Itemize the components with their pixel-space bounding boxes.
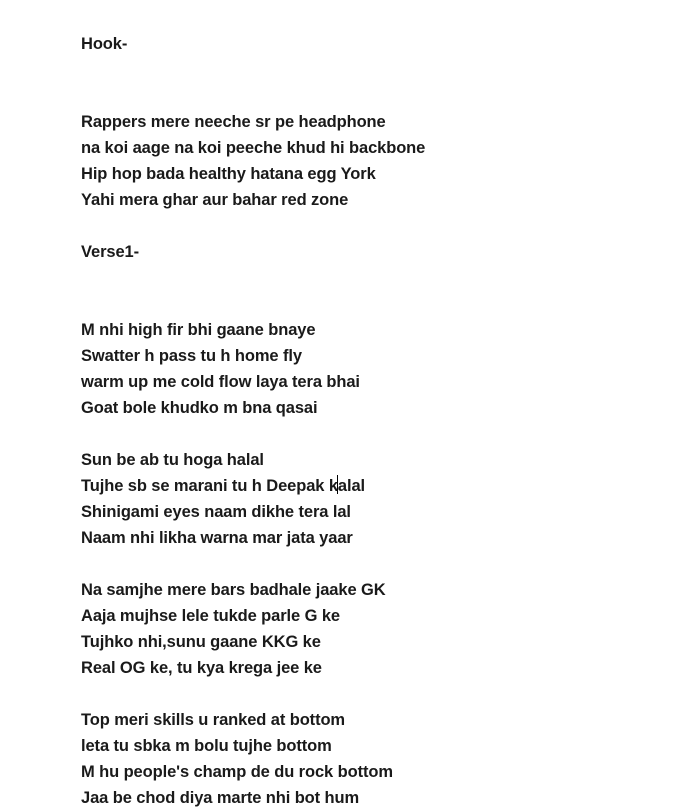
lyric-line: Tujhko nhi,sunu gaane KKG ke	[81, 633, 321, 651]
lyric-line: Yahi mera ghar aur bahar red zone	[81, 191, 349, 209]
lyric-line: Na samjhe mere bars badhale jaake GK	[81, 581, 386, 599]
verse1-stanza-4	[81, 707, 425, 811]
lyric-line: Real OG ke, tu kya krega jee ke	[81, 659, 322, 677]
hook-stanza	[81, 109, 425, 213]
verse1-stanza-1	[81, 317, 425, 421]
verse1-heading: Verse1-	[81, 243, 140, 261]
lyric-line: Goat bole khudko m bna qasai	[81, 399, 318, 417]
verse1-stanza-2	[81, 447, 425, 551]
lyric-line: Sun be ab tu hoga halal	[81, 451, 264, 469]
verse1-stanza-3	[81, 577, 425, 681]
lyric-line: Swatter h pass tu h home fly	[81, 347, 302, 365]
caret-before-text: Tujhe sb se marani tu h Deepak k	[81, 477, 338, 495]
lyric-line: Rappers mere neeche sr pe headphone	[81, 113, 386, 131]
caret-after-text: alal	[337, 477, 366, 495]
lyric-line: M nhi high fir bhi gaane bnaye	[81, 321, 316, 339]
lyric-line: na koi aage na koi peeche khud hi backbone	[81, 139, 426, 157]
lyric-line-with-caret[interactable]	[81, 473, 425, 499]
lyric-line: Hip hop bada healthy hatana egg York	[81, 165, 376, 183]
hook-heading: Hook-	[81, 35, 128, 53]
lyric-line: Aaja mujhse lele tukde parle G ke	[81, 607, 340, 625]
lyric-line: warm up me cold flow laya tera bhai	[81, 373, 360, 391]
lyric-line: M hu people's champ de du rock bottom	[81, 763, 393, 781]
lyric-line: leta tu sbka m bolu tujhe bottom	[81, 737, 332, 755]
lyric-line: Shinigami eyes naam dikhe tera lal	[81, 503, 351, 521]
lyric-line: Naam nhi likha warna mar jata yaar	[81, 529, 353, 547]
lyric-line: Top meri skills u ranked at bottom	[81, 711, 346, 729]
document-page[interactable]	[81, 31, 425, 811]
lyric-line: Jaa be chod diya marte nhi bot hum	[81, 789, 360, 807]
